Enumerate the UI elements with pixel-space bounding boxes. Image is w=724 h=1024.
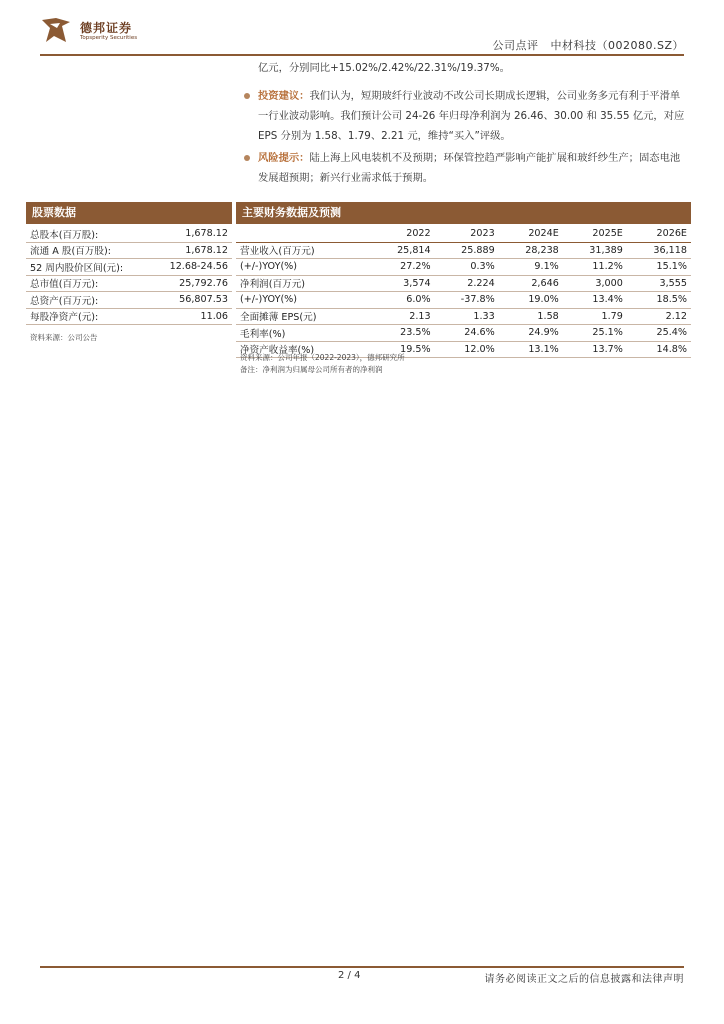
table-row: [26, 259, 232, 276]
metric-value: 2.12: [627, 308, 691, 325]
stock-value: 11.06: [150, 308, 232, 325]
company-logo-icon: [40, 16, 72, 44]
bullet-icon: [244, 155, 250, 161]
metric-value: 9.1%: [499, 259, 563, 276]
table-row: [236, 242, 691, 259]
metric-label: 营业收入(百万元): [236, 242, 371, 259]
metric-label: (+/-)YOY(%): [236, 292, 371, 309]
metric-label: (+/-)YOY(%): [236, 259, 371, 276]
year-header: 2023: [435, 226, 499, 242]
growth-text: 亿元，分别同比+15.02%/2.42%/22.31%/19.37%。: [258, 62, 510, 74]
metric-value: 2.13: [371, 308, 435, 325]
stock-label: 总市值(百万元):: [26, 275, 150, 292]
metric-value: 19.0%: [499, 292, 563, 309]
stock-data-title: 股票数据: [26, 202, 232, 224]
disclaimer: 请务必阅读正文之后的信息披露和法律声明: [484, 974, 684, 985]
table-row: [236, 325, 691, 342]
metric-value: 2.224: [435, 275, 499, 292]
risk-warning: [258, 148, 686, 188]
financial-table: [236, 226, 691, 358]
metric-value: 1.33: [435, 308, 499, 325]
table-header-corner: [236, 226, 371, 242]
stock-label: 52 周内股价区间(元):: [26, 259, 150, 276]
financial-table-title: 主要财务数据及预测: [236, 202, 691, 224]
stock-value: 1,678.12: [150, 242, 232, 259]
metric-value: 27.2%: [371, 259, 435, 276]
metric-value: 1.58: [499, 308, 563, 325]
bullet-icon: [244, 93, 250, 99]
report-header: [492, 37, 684, 53]
metric-value: 14.8%: [627, 341, 691, 358]
metric-label: 净资产收益率(%): [236, 341, 371, 358]
footer-divider: [40, 966, 684, 968]
logo-name: 德邦证券: [80, 21, 133, 35]
metric-value: 24.6%: [435, 325, 499, 342]
header-divider: [40, 54, 684, 56]
metric-value: 18.5%: [627, 292, 691, 309]
metric-value: 25.4%: [627, 325, 691, 342]
stock-value: 1,678.12: [150, 226, 232, 242]
metric-value: 13.4%: [563, 292, 627, 309]
investment-text: 我们认为，短期玻纤行业波动不改公司长期成长逻辑，公司业务多元有利于平滑单一行业波动影响。我们预计公司 24-26 年归母净利润为 26.46、30.00 和 35.55 亿元，对应 EPS 分别为 1.58、1.79、2.21 元，维持“买入”评级。: [258, 90, 685, 142]
page-number: 2 / 4: [338, 970, 361, 981]
financial-source: 资料来源：公司年报（2022-2023），德邦研究所: [240, 353, 405, 362]
company-name: 中材科技（002080.SZ）: [550, 39, 684, 52]
report-type: 公司点评: [492, 39, 539, 52]
stock-value: 25,792.76: [150, 275, 232, 292]
stock-label: 每股净资产(元):: [26, 308, 150, 325]
investment-advice: [258, 86, 686, 146]
metric-value: -37.8%: [435, 292, 499, 309]
metric-value: 13.7%: [563, 341, 627, 358]
logo-subtitle: Topsperity Securities: [80, 35, 138, 41]
stock-value: 56,807.53: [150, 292, 232, 309]
stock-data-source: 资料来源：公司公告: [30, 333, 98, 342]
metric-value: 25.1%: [563, 325, 627, 342]
table-row: [236, 292, 691, 309]
year-header: 2022: [371, 226, 435, 242]
metric-value: 6.0%: [371, 292, 435, 309]
metric-value: 1.79: [563, 308, 627, 325]
metric-value: 31,389: [563, 242, 627, 259]
investment-lead: 投资建议：: [258, 90, 310, 102]
stock-label: 流通 A 股(百万股):: [26, 242, 150, 259]
metric-value: 19.5%: [371, 341, 435, 358]
table-row: [236, 275, 691, 292]
metric-label: 毛利率(%): [236, 325, 371, 342]
year-header: 2026E: [627, 226, 691, 242]
stock-data-table: [26, 226, 232, 325]
metric-value: 3,000: [563, 275, 627, 292]
table-row: [26, 242, 232, 259]
risk-lead: 风险提示：: [258, 152, 310, 164]
table-row: [26, 308, 232, 325]
metric-value: 12.0%: [435, 341, 499, 358]
financial-note: 备注：净利润为归属母公司所有者的净利润: [240, 365, 383, 374]
year-header: 2025E: [563, 226, 627, 242]
risk-text: 陆上海上风电装机不及预期；环保管控趋严影响产能扩展和玻纤纱生产；固态电池发展超预期；新兴行业需求低于预期。: [258, 152, 681, 184]
metric-value: 0.3%: [435, 259, 499, 276]
table-row: [236, 308, 691, 325]
metric-value: 3,555: [627, 275, 691, 292]
metric-value: 13.1%: [499, 341, 563, 358]
table-row: [26, 226, 232, 242]
metric-value: 2,646: [499, 275, 563, 292]
metric-value: 25,814: [371, 242, 435, 259]
year-header: 2024E: [499, 226, 563, 242]
metric-value: 15.1%: [627, 259, 691, 276]
table-row: [26, 275, 232, 292]
stock-label: 总资产(百万元):: [26, 292, 150, 309]
metric-value: 24.9%: [499, 325, 563, 342]
stock-label: 总股本(百万股):: [26, 226, 150, 242]
metric-label: 净利润(百万元): [236, 275, 371, 292]
metric-value: 3,574: [371, 275, 435, 292]
metric-value: 11.2%: [563, 259, 627, 276]
metric-value: 28,238: [499, 242, 563, 259]
metric-value: 36,118: [627, 242, 691, 259]
stock-value: 12.68-24.56: [150, 259, 232, 276]
table-row: [236, 259, 691, 276]
metric-value: 23.5%: [371, 325, 435, 342]
metric-label: 全面摊薄 EPS(元): [236, 308, 371, 325]
financial-table-notes: [240, 352, 405, 376]
table-row: [26, 292, 232, 309]
metric-value: 25.889: [435, 242, 499, 259]
